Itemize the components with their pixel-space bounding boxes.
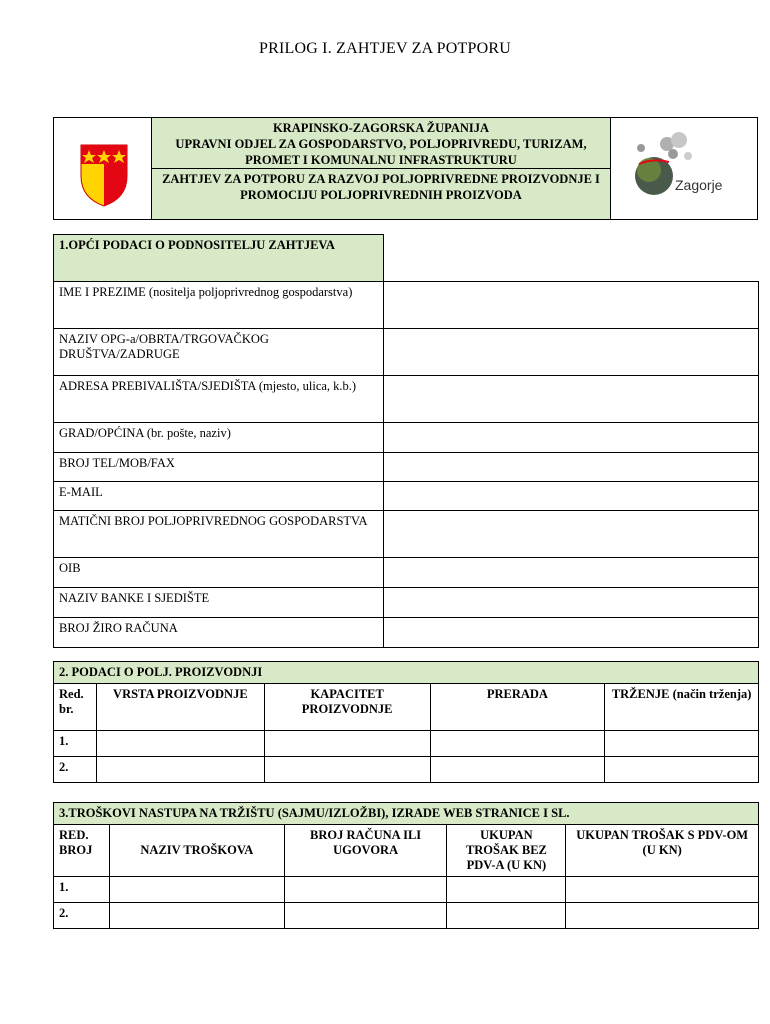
row-number: 2. — [54, 903, 110, 929]
production-table — [53, 661, 759, 783]
field-label: BROJ TEL/MOB/FAX — [54, 453, 384, 482]
table-cell[interactable] — [430, 757, 605, 783]
table-cell[interactable] — [605, 731, 759, 757]
header-titles — [152, 118, 611, 219]
field-input-phone[interactable] — [383, 453, 758, 482]
column-header: BROJ RAČUNA ILI UGOVORA — [284, 825, 447, 877]
field-label: OIB — [54, 558, 384, 588]
field-input-full-name[interactable] — [383, 282, 758, 329]
field-input-bank[interactable] — [383, 588, 758, 618]
section1-title-blank — [383, 235, 758, 282]
table-cell[interactable] — [96, 731, 264, 757]
field-input-oib[interactable] — [383, 558, 758, 588]
column-header: UKUPAN TROŠAK BEZ PDV-A (U KN) — [447, 825, 566, 877]
table-cell[interactable] — [566, 903, 759, 929]
table-cell[interactable] — [447, 903, 566, 929]
column-header: UKUPAN TROŠAK S PDV-OM (U KN) — [566, 825, 759, 877]
column-header: Red. br. — [54, 684, 97, 731]
field-input-account[interactable] — [383, 618, 758, 648]
table-cell[interactable] — [109, 903, 284, 929]
column-header: VRSTA PROIZVODNJE — [96, 684, 264, 731]
table-cell[interactable] — [430, 731, 605, 757]
table-cell[interactable] — [447, 877, 566, 903]
county-department-title: KRAPINSKO-ZAGORSKA ŽUPANIJA UPRAVNI ODJEL ZA GOSPODARSTVO, POLJOPRIVREDU, TURIZAM, PROMET I KOMUNALNU INFRASTRUKTURU — [175, 121, 587, 167]
header-block — [53, 117, 758, 220]
column-header: TRŽENJE (način trženja) — [605, 684, 759, 731]
table-cell[interactable] — [566, 877, 759, 903]
column-header: PRERADA — [430, 684, 605, 731]
field-label: ADRESA PREBIVALIŠTA/SJEDIŠTA (mjesto, ulica, k.b.) — [54, 376, 384, 423]
row-number: 1. — [54, 731, 97, 757]
coat-of-arms-icon — [54, 118, 152, 219]
field-label: E-MAIL — [54, 482, 384, 511]
field-label: MATIČNI BROJ POLJOPRIVREDNOG GOSPODARSTVA — [54, 511, 384, 558]
zagorje-logo-icon — [611, 118, 757, 219]
costs-table — [53, 802, 759, 929]
field-input-farm-id[interactable] — [383, 511, 758, 558]
field-label: IME I PREZIME (nositelja poljoprivrednog gospodarstva) — [54, 282, 384, 329]
field-input-business-name[interactable] — [383, 329, 758, 376]
column-header: NAZIV TROŠKOVA — [109, 825, 284, 877]
logo-text: Zagorje — [675, 177, 723, 193]
table-cell[interactable] — [96, 757, 264, 783]
table-cell[interactable] — [284, 877, 447, 903]
field-label: NAZIV BANKE I SJEDIŠTE — [54, 588, 384, 618]
field-input-city[interactable] — [383, 423, 758, 453]
field-input-address[interactable] — [383, 376, 758, 423]
document-title: PRILOG I. ZAHTJEV ZA POTPORU — [259, 40, 511, 57]
row-number: 1. — [54, 877, 110, 903]
field-label: BROJ ŽIRO RAČUNA — [54, 618, 384, 648]
field-label: GRAD/OPĆINA (br. pošte, naziv) — [54, 423, 384, 453]
field-label: NAZIV OPG-a/OBRTA/TRGOVAČKOG DRUŠTVA/ZADRUGE — [54, 329, 384, 376]
table-cell[interactable] — [109, 877, 284, 903]
field-input-email[interactable] — [383, 482, 758, 511]
applicant-data-table — [53, 234, 759, 648]
table-cell[interactable] — [605, 757, 759, 783]
section1-title: 1.OPĆI PODACI O PODNOSITELJU ZAHTJEVA — [54, 235, 384, 282]
column-header: KAPACITET PROIZVODNJE — [264, 684, 430, 731]
table-cell[interactable] — [264, 731, 430, 757]
zagorje-logo — [611, 118, 757, 219]
table-cell[interactable] — [284, 903, 447, 929]
table-cell[interactable] — [264, 757, 430, 783]
column-header: RED. BROJ — [54, 825, 110, 877]
section3-title: 3.TROŠKOVI NASTUPA NA TRŽIŠTU (SAJMU/IZLOŽBI), IZRADE WEB STRANICE I SL. — [54, 803, 759, 825]
row-number: 2. — [54, 757, 97, 783]
coat-of-arms-cell — [54, 118, 152, 219]
section2-title: 2. PODACI O POLJ. PROIZVODNJI — [54, 662, 759, 684]
request-title: ZAHTJEV ZA POTPORU ZA RAZVOJ POLJOPRIVREDNE PROIZVODNJE I PROMOCIJU POLJOPRIVREDNIH PROIZVODA — [152, 168, 610, 219]
